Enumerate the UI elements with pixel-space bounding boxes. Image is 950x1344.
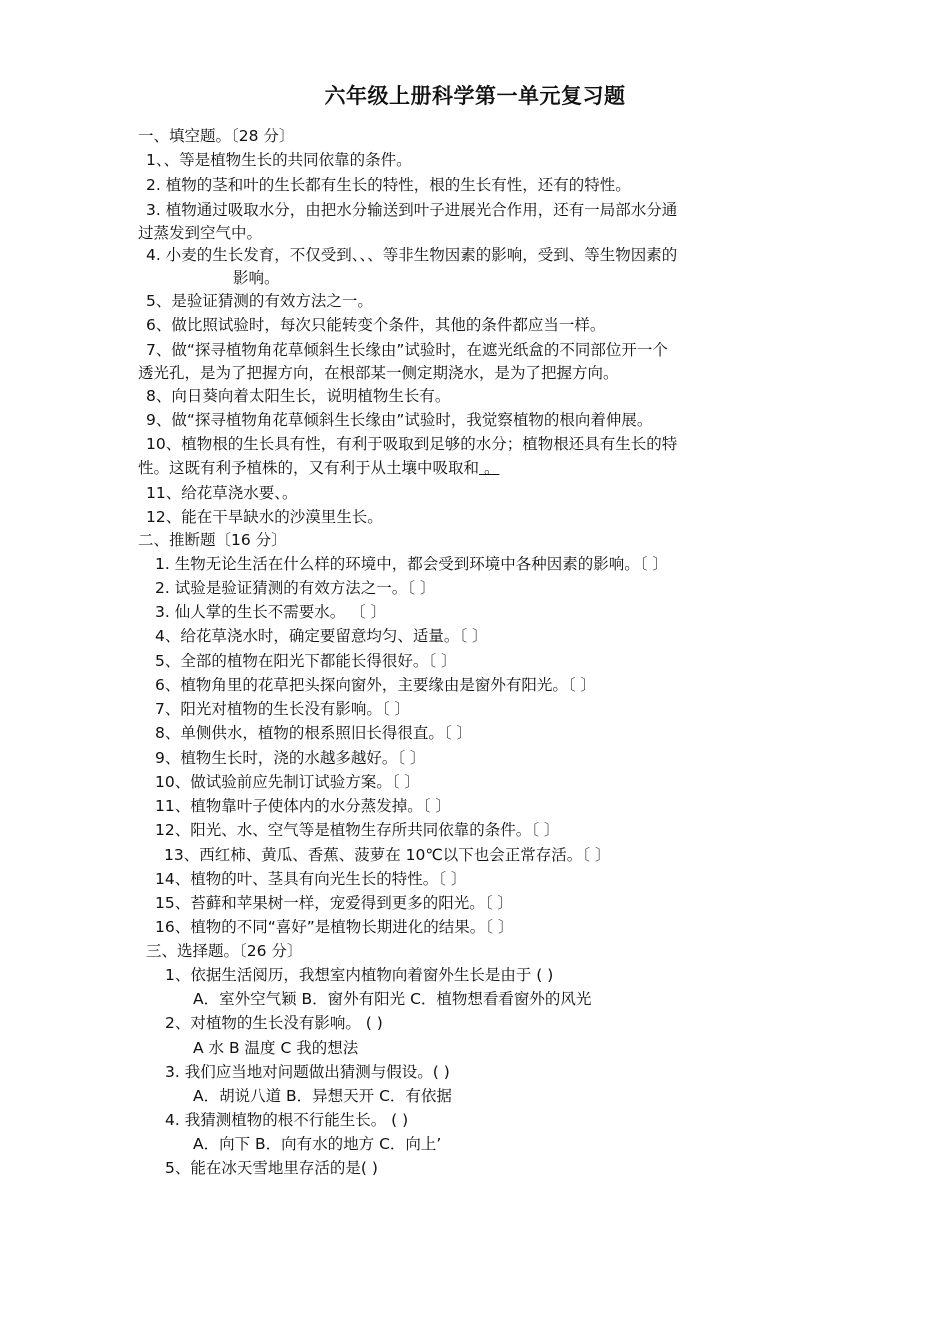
- fill-question-7-line-2: 透光孔，是为了把握方向，在根部某一侧定期浇水，是为了把握方向。: [138, 364, 619, 382]
- judge-item: 14、植物的叶、茎具有向光生长的特性。〔 〕: [155, 870, 467, 888]
- judge-item: 7、阳光对植物的生长没有影响。〔 〕: [155, 700, 411, 718]
- fill-question-4-line-2: 影响。: [233, 269, 280, 287]
- choice-options-1: A．室外空气颖 B．窗外有阳光 C．植物想看看窗外的风光: [193, 990, 592, 1008]
- section-2-heading: 二、推断题〔16 分〕: [138, 531, 287, 549]
- section-3-heading: 三、选择题。〔26 分〕: [146, 942, 303, 960]
- choice-options-4: A．向下 B．向有水的地方 C．向上’: [193, 1135, 442, 1153]
- fill-question-4-line-1: 4. 小麦的生长发育，不仅受到、、、等非生物因素的影响，受到、等生物因素的: [146, 246, 678, 264]
- judge-item: 9、植物生长时，浇的水越多越好。〔 〕: [155, 749, 426, 767]
- fill-question-8: 8、向日葵向着太阳生长，说明植物生长有。: [146, 387, 451, 405]
- fill-question-10-line-1: 10、植物根的生长具有性，有利于吸取到足够的水分；植物根还具有生长的特: [146, 435, 678, 453]
- judge-item: 13、西红柿、黄瓜、香蕉、菠萝在 10℃以下也会正常存活。〔 〕: [164, 846, 611, 864]
- choice-question-3: 3. 我们应当地对问题做出猜测与假设。( ): [165, 1063, 450, 1081]
- document-title: 六年级上册科学第一单元复习题: [324, 84, 626, 108]
- judge-item: 2. 试验是验证猜测的有效方法之一。〔 〕: [155, 579, 436, 597]
- judge-item: 16、植物的不同“喜好”是植物长期进化的结果。〔 〕: [155, 918, 514, 936]
- choice-question-5: 5、能在冰天雪地里存活的是( ): [165, 1159, 378, 1177]
- choice-options-2: A 水 B 温度 C 我的想法: [193, 1039, 359, 1057]
- judge-item: 1. 生物无论生活在什么样的环境中，都会受到环境中各种因素的影响。〔 〕: [155, 555, 668, 573]
- section-1-heading: 一、填空题。〔28 分〕: [138, 127, 295, 145]
- judge-item: 4、给花草浇水时，确定要留意均匀、适量。〔 〕: [155, 627, 488, 645]
- judge-item: 3. 仙人掌的生长不需要水。 〔 〕: [155, 603, 387, 621]
- judge-item: 6、植物角里的花草把头探向窗外，主要缘由是窗外有阳光。〔 〕: [155, 676, 597, 694]
- choice-question-4: 4. 我猜测植物的根不行能生长。 ( ): [165, 1111, 409, 1129]
- judge-item: 15、苔藓和苹果树一样，宠爱得到更多的阳光。〔 〕: [155, 894, 513, 912]
- fill-question-3-line-2: 过蒸发到空气中。: [138, 224, 263, 242]
- fill-question-2: 2. 植物的茎和叶的生长都有生长的特性，根的生长有性，还有的特性。: [146, 176, 631, 194]
- fill-question-11: 11、给花草浇水要、。: [146, 484, 298, 502]
- judge-item: 12、阳光、水、空气等是植物生存所共同依靠的条件。〔 〕: [155, 821, 560, 839]
- answer-blank: 。: [479, 459, 500, 477]
- fill-question-10-line-2: [138, 456, 499, 480]
- fill-question-10-text: 性。这既有利予植株的，又有利于从土壤中吸取和: [138, 459, 480, 477]
- fill-question-6: 6、做比照试验时，每次只能转变个条件，其他的条件都应当一样。: [146, 316, 606, 334]
- fill-question-5: 5、是验证猜测的有效方法之一。: [146, 292, 373, 310]
- fill-question-9: 9、做“探寻植物角花草倾斜生长缘由”试验时，我觉察植物的根向着伸展。: [146, 411, 653, 429]
- fill-question-7-line-1: 7、做“探寻植物角花草倾斜生长缘由”试验时，在遮光纸盒的不同部位开一个: [146, 341, 668, 359]
- judge-item: 8、单侧供水，植物的根系照旧长得很直。〔 〕: [155, 724, 473, 742]
- fill-question-1: 1、、等是植物生长的共同依靠的条件。: [146, 151, 412, 169]
- choice-options-3: A．胡说八道 B．异想天开 C．有依据: [193, 1087, 452, 1105]
- judge-item: 5、全部的植物在阳光下都能长得很好。〔 〕: [155, 652, 457, 670]
- choice-question-2: 2、对植物的生长没有影响。 ( ): [165, 1014, 383, 1032]
- fill-question-3-line-1: 3. 植物通过吸取水分，由把水分输送到叶子进展光合作用，还有一局部水分通: [146, 201, 678, 219]
- fill-question-12: 12、能在干旱缺水的沙漠里生长。: [146, 508, 383, 526]
- judge-item: 10、做试验前应先制订试验方案。〔 〕: [155, 773, 420, 791]
- judge-item: 11、植物靠叶子使体内的水分蒸发掉。〔 〕: [155, 797, 451, 815]
- choice-question-1: 1、依据生活阅历，我想室内植物向着窗外生长是由于 ( ): [165, 966, 554, 984]
